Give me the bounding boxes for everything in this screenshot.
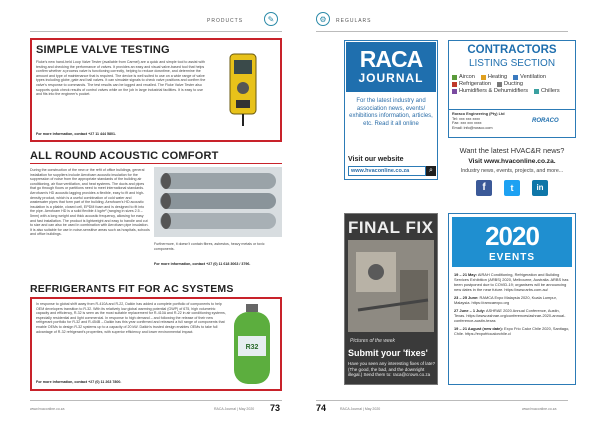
header-rule <box>316 31 568 32</box>
event-text: AIRAH Conditioning, Refrigeration and Building Services Exhibition (ARBS) 2020, Melbourne, Australia. ARBS has been postponed due to COVID-19; organisers will be announcing new dates in the near future. https://www.arbs.com.au/ <box>454 272 569 292</box>
event-text: ASHRAE 2020 Annual Conference, Austin, Texas. https://www.ashrae.org/conferences/ashrae-2020-annual-conference-austin-texas <box>454 308 566 323</box>
website-url-link[interactable]: www.hvaconline.co.za <box>348 166 426 176</box>
raca-logo <box>346 42 436 92</box>
event-item <box>454 308 572 323</box>
article-body: During the construction of the new or the refit of office buildings, general installation for suppliers include Aerofoam acoustic insulation for the suppression of noise from the appropriate standards of the building air conditioning, air flow ventilation, and heat systems. The ducts and pipes that go through floors or partitions need to meet international standards. Aerofoam's HD acoustic lagging provides a flexible, easy to fit and high-density product, which is a useful combination of cold water and wastewater pipes that form part of the building. Aerofoam's HD acoustic insulation is a pliable, closed cell, EPDM foam and is designed to fit into the pipe. Aerofoam HD is a solid flexible 4 kg/m² (ranging in sizes 2.5 – 5mm) with a long weight and thick acoustic frequency, allowing for easy and fast installation. The product is lightweight and easy to handle and cut to size and can also be used in combination with Aerofoam pipe insulation. It is also suitable for use in noise-sensitive areas such as hospitals, schools and office buildings. <box>30 168 150 237</box>
raca-logo-top: RACA <box>359 46 423 72</box>
submit-heading: Submit your 'fixes' <box>348 348 428 358</box>
category-swatch <box>452 89 457 94</box>
contractor-listing <box>452 112 532 130</box>
listing-email: Email: info@roraco.com <box>452 125 493 130</box>
final-fix-caption: Pictures of the week <box>350 338 396 344</box>
contractors-subtitle: LISTING SECTION <box>468 58 556 69</box>
article-title: SIMPLE VALVE TESTING <box>36 44 170 56</box>
category-swatch <box>534 89 539 94</box>
event-date: 27 June – 1 July: <box>454 308 486 313</box>
event-item <box>454 272 572 292</box>
visit-website-label: Visit our website <box>348 156 404 163</box>
category-label: Heating <box>487 74 508 80</box>
right-page <box>300 0 600 424</box>
category-item <box>534 88 560 94</box>
article-contact: For more information, contact +27 11 444 5801. <box>36 132 116 136</box>
footer-website: www.hvaconline.co.za <box>30 407 65 411</box>
event-text: RAMCA Expo Malaysia 2020, Kuala Lumpur, Malaysia. https://ramcaexpo.org <box>454 295 557 305</box>
category-swatch <box>497 82 502 87</box>
raca-logo-bottom: JOURNAL <box>358 71 424 85</box>
category-item <box>513 74 546 80</box>
category-label: Ventilation <box>520 74 546 80</box>
listing-tel: Tel: xxx xxx xxxx <box>452 116 481 121</box>
listing-logo: RORACO <box>532 118 559 124</box>
refrigerant-cylinder-photo <box>226 302 278 388</box>
search-icon[interactable]: ⌕ <box>426 166 436 176</box>
article-contact: For more information, contact +27 (0) 11 618 3063 / 3796. <box>154 262 251 266</box>
article-body: In response to global shift away from R-410A and R-22, Daikin has added a complete portfolio of components to help OEM developers transition to R-32. With its relatively low global warming potential (GWP) of 675, high volumetric capacity and efficiency, R-32 is seen as the most suitable replacement for R-410A and R-22 in air conditioning systems, especially residential and light commercial. In response to high demand – and following the release of their new refrigerant portfolio for R-32 and R-454B – Daikin has this year confirmed and released a full range of components that enable OEMs to design R-32 systems up to a capacity of 20 kW. Daikin's trusted design enables OEMs to take full advantage of R-32 refrigerant's properties, with superior efficiency and lower environmental impact. <box>36 302 226 334</box>
section-label: PRODUCTS <box>207 18 244 24</box>
listing-name: Roraco Engineering (Pty) Ltd <box>452 112 505 116</box>
article-body: Fluke's new hand-held Loop Valve Tester (available from Carmel) are a quick and simple tool to assist with testing and checking the performance of valves. It provides an easy and visual valve-based tool that helps confirm whether a process valve is functioning correctly, helping to reduce downtime, and determine the amount and type of maintenance that is required. The device is well suited to use on a wide range of valve types including globe, gate and ball valves. It can simulate signals to check valve positions and confirm the valve's response to commands. The test results can be logged and recalled. The Fluke Valve Tester also supports quick check results of control valves while on the job in large industrial facilities. It is easy to use and fits into the engineer's pocket. <box>36 60 206 97</box>
category-swatch <box>513 75 518 80</box>
linkedin-icon[interactable]: in <box>532 180 548 196</box>
category-swatch <box>481 75 486 80</box>
facebook-icon[interactable]: f <box>476 180 492 196</box>
valve-tester-photo <box>208 50 278 130</box>
category-label: Chillers <box>541 88 560 94</box>
svg-text:R32: R32 <box>245 344 259 351</box>
article-body-continued: Furthermore, it doesn't contain fibres, asbestos, heavy metals or toxic components. <box>154 242 265 251</box>
twitter-icon[interactable]: t <box>504 180 520 196</box>
wrench-icon: ✎ <box>264 12 278 26</box>
category-label: Humidifiers & Dehumidifiers <box>459 88 529 94</box>
category-item <box>452 74 475 80</box>
category-item <box>497 81 523 87</box>
gear-icon: ⚙ <box>316 12 330 26</box>
title-underline <box>30 163 282 164</box>
category-item <box>452 88 528 94</box>
final-fix-title: FINAL FIX <box>348 218 434 237</box>
event-date: 19 – 21 May: <box>454 272 477 277</box>
events-year: 2020 <box>485 221 539 251</box>
contractors-title: CONTRACTORS <box>467 44 557 56</box>
category-legend <box>452 74 574 94</box>
article-title: REFRIGERANTS FIT FOR AC SYSTEMS <box>30 283 234 295</box>
article-contact: For more information, contact +27 (0) 11 263 7800. <box>36 380 122 384</box>
event-item <box>454 295 572 305</box>
event-text: Expo Frio Calor Chile 2020, Santiago, Chile. https://expofriocalorchile.cl <box>454 326 570 336</box>
pipe-insulation-photo <box>154 167 282 237</box>
events-list <box>454 272 572 339</box>
page-number: 73 <box>270 403 281 413</box>
event-item <box>454 326 572 336</box>
event-date: 19 – 21 August (new date): <box>454 326 503 331</box>
footer-rule <box>316 400 568 401</box>
page-number: 74 <box>316 403 327 413</box>
social-visit: Visit www.hvaconline.co.za. <box>468 158 556 165</box>
footer-issue: RACA Journal | May 2020 <box>214 407 255 411</box>
raca-blurb: For the latest industry and association news, events/ exhibitions information, articles, etc. Read it all online <box>349 98 433 127</box>
social-headline: Want the latest HVAC&R news? <box>459 146 565 155</box>
category-item <box>481 74 507 80</box>
footer-issue: RACA Journal | May 2020 <box>340 407 381 411</box>
listing-fax: Fax: xxx xxx xxxx <box>452 121 482 126</box>
article-title: ALL ROUND ACOUSTIC COMFORT <box>30 150 219 162</box>
category-swatch <box>452 82 457 87</box>
final-fix-photo <box>348 240 434 332</box>
header-rule <box>30 31 282 32</box>
social-subtext: Industry news, events, projects, and more... <box>460 168 564 174</box>
events-label: EVENTS <box>488 252 535 263</box>
footer-website: www.hvaconline.co.za <box>522 407 557 411</box>
submit-text: Have you seen any interesting fixes of late? (The good, the bad, and the downright illegal.) Send them to: raca@crown.co.za <box>348 361 436 378</box>
footer-rule <box>30 400 282 401</box>
category-label: Aircon <box>459 74 475 80</box>
section-label: REGULARS <box>336 18 372 24</box>
category-swatch <box>452 75 457 80</box>
category-item <box>452 81 491 87</box>
category-label: Refrigeration <box>459 81 492 87</box>
contractors-rule <box>448 109 576 110</box>
category-label: Ducting <box>504 81 523 87</box>
event-date: 23 – 25 June: <box>454 295 479 300</box>
